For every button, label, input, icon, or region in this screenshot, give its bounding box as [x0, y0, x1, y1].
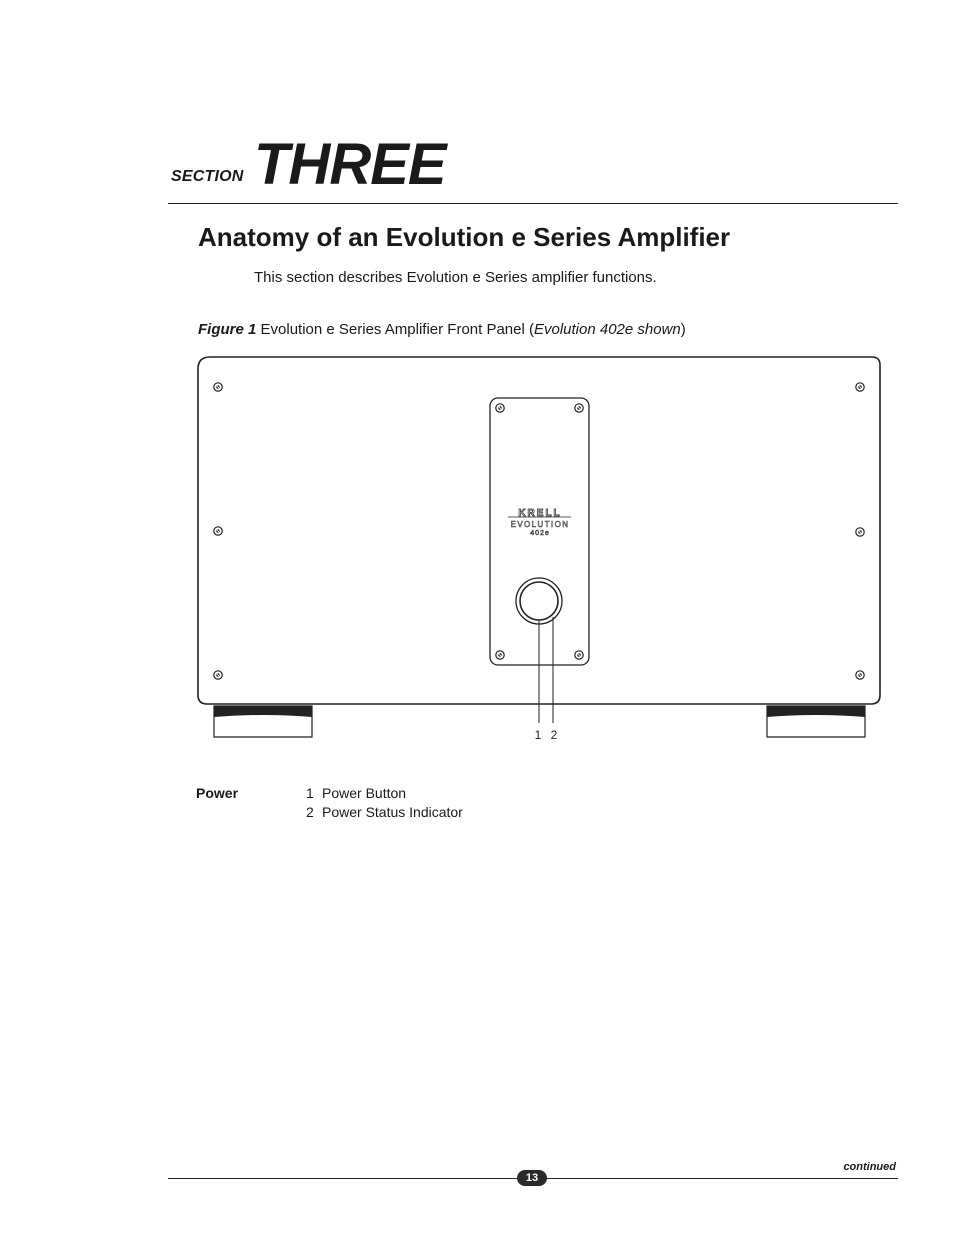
logo-model: 402e	[530, 530, 550, 537]
header-rule	[168, 203, 898, 204]
section-number: THREE	[254, 132, 446, 197]
screw-icon	[214, 527, 222, 535]
legend-group-label: Power	[196, 785, 239, 801]
screw-icon	[575, 404, 583, 412]
screw-icon	[856, 383, 864, 391]
logo-line: EVOLUTION	[510, 520, 570, 529]
figure-model: Evolution 402e shown	[533, 321, 681, 338]
right-foot	[767, 706, 865, 737]
page-number-badge: 13	[517, 1170, 547, 1186]
callout-1: 1	[534, 728, 542, 742]
screw-icon	[856, 671, 864, 679]
legend-item	[306, 784, 406, 802]
page-title: Anatomy of an Evolution e Series Amplifier	[198, 222, 731, 252]
figure-caption	[198, 320, 686, 340]
power-button[interactable]	[520, 582, 558, 620]
amplifier-front-panel-figure	[196, 355, 886, 750]
callout-2: 2	[550, 728, 558, 742]
screw-icon	[496, 404, 504, 412]
legend-item-label: Power Status Indicator	[322, 804, 463, 820]
legend-item-number: 2	[306, 804, 314, 820]
screw-icon	[575, 651, 583, 659]
intro-paragraph: This section describes Evolution e Series amplifier functions.	[254, 269, 657, 286]
logo-brand: KRELL	[518, 508, 562, 519]
legend-item-label: Power Button	[322, 785, 407, 801]
figure-caption-end: )	[680, 321, 686, 338]
section-word: SECTION	[171, 168, 244, 185]
continued-note: continued	[843, 1161, 896, 1173]
screw-icon	[214, 383, 222, 391]
legend-item-number: 1	[306, 785, 314, 801]
figure-label: Figure 1	[198, 321, 257, 338]
screw-icon	[214, 671, 222, 679]
screw-icon	[856, 528, 864, 536]
screw-icon	[496, 651, 504, 659]
figure-caption-text: Evolution e Series Amplifier Front Panel (	[256, 321, 534, 338]
legend-item	[306, 803, 463, 821]
left-foot	[214, 706, 312, 737]
